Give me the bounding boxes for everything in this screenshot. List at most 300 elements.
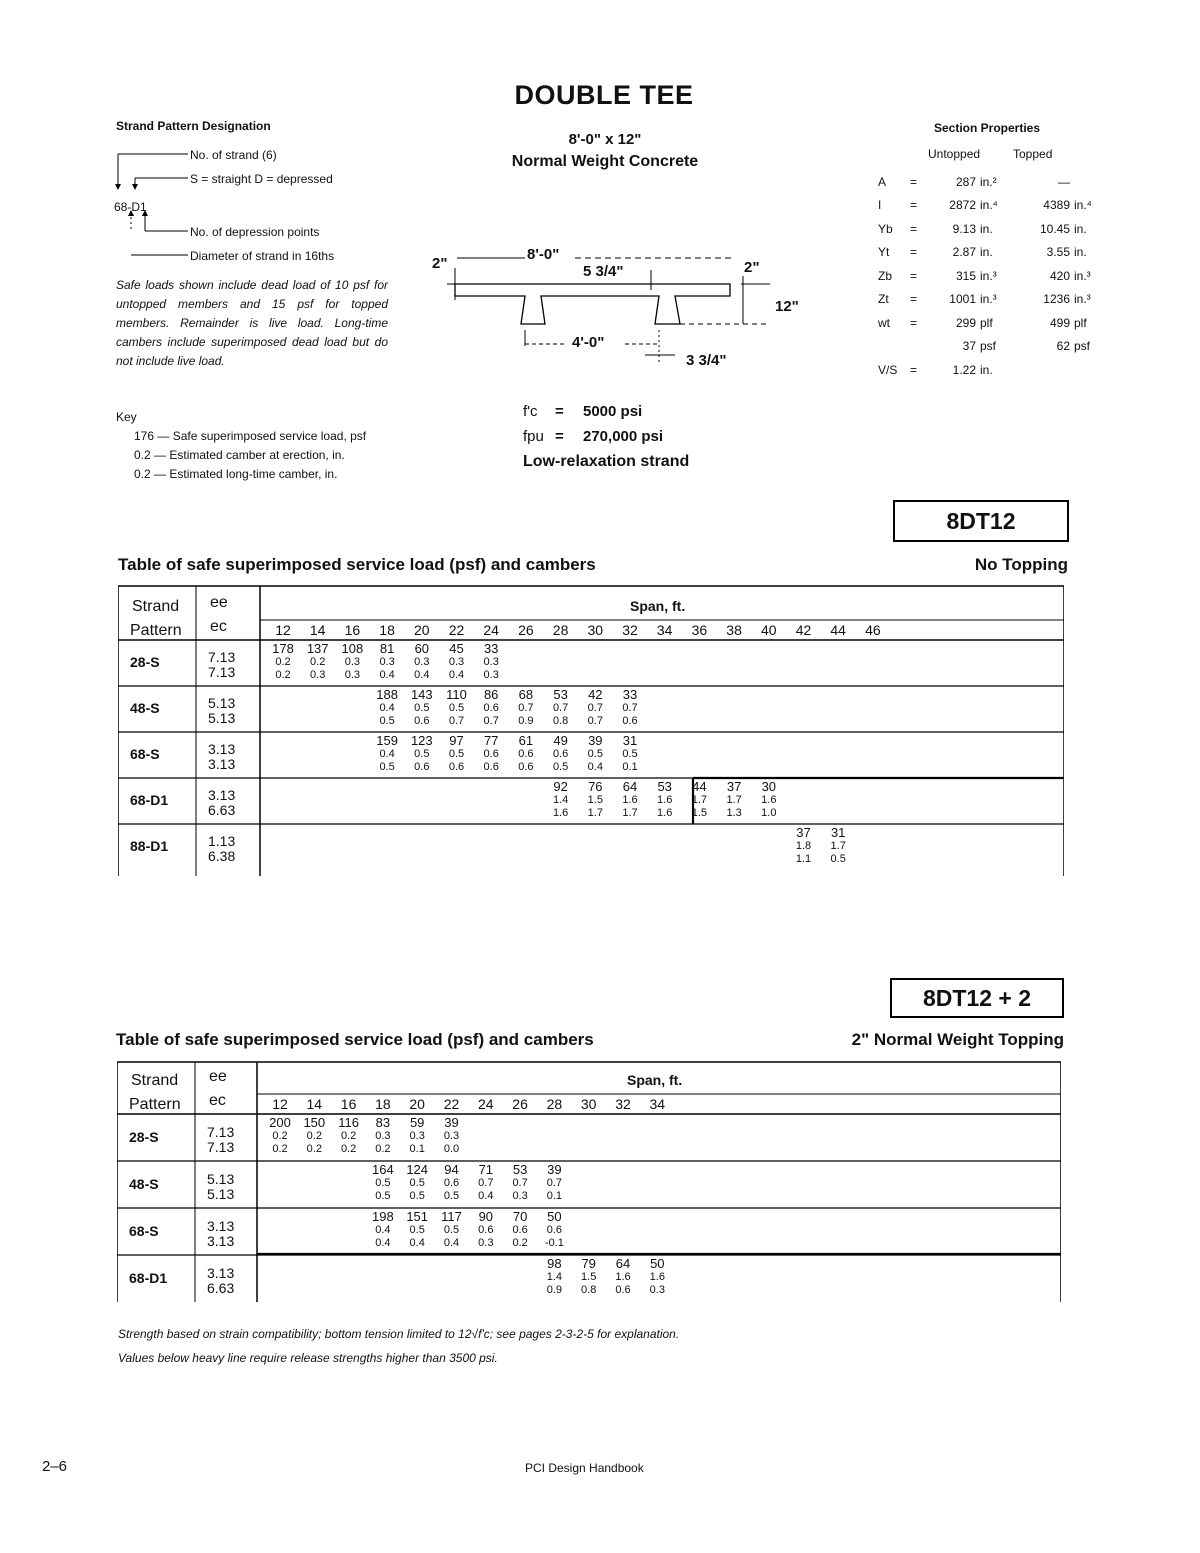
erection-camber: 0.7 (518, 702, 534, 714)
strand-pattern: 68-D1 (130, 792, 169, 808)
load-value: 90 (478, 1209, 494, 1224)
load-value: 50 (547, 1209, 562, 1224)
load-value: 33 (483, 641, 499, 656)
eccentricity-ee: 7.13 (208, 649, 236, 665)
longtime-camber: 0.4 (478, 1190, 494, 1202)
load-value: 50 (650, 1256, 665, 1271)
erection-camber: 0.6 (546, 1224, 563, 1236)
erection-camber: 0.5 (409, 1177, 425, 1189)
longtime-camber: 0.4 (375, 1237, 391, 1249)
property-sym: A (878, 174, 887, 189)
longtime-camber: 0.6 (483, 761, 499, 773)
section-size: 8'-0" x 12" (568, 131, 642, 148)
load-value: 39 (444, 1115, 459, 1130)
eccentricity-ec: 6.63 (207, 1279, 235, 1296)
property-eq: = (910, 245, 918, 260)
span-header-cell: 46 (865, 622, 881, 638)
load-value: 198 (372, 1209, 394, 1224)
longtime-camber: 0.5 (379, 761, 395, 773)
erection-camber: 0.6 (518, 748, 534, 760)
property-row (876, 311, 1108, 335)
longtime-camber: 0.1 (546, 1190, 563, 1202)
property-row (876, 241, 1108, 265)
longtime-camber: 0.3 (649, 1284, 665, 1296)
erection-camber: 0.5 (448, 748, 465, 760)
longtime-camber: 0.3 (478, 1237, 494, 1249)
fc-eq: = (555, 403, 564, 420)
header-ec: ec (210, 618, 227, 635)
span-header-cell: 16 (340, 1096, 357, 1112)
longtime-camber: 0.8 (552, 715, 569, 727)
property-sym: I (878, 198, 882, 213)
fpu-symbol: fpu (523, 428, 544, 445)
span-header-cell: 18 (375, 1096, 391, 1112)
erection-camber: 0.2 (306, 1130, 322, 1142)
property-row (876, 335, 1108, 359)
header-span: Span, ft. (627, 1072, 683, 1088)
span-header-cell: 20 (409, 1096, 425, 1112)
erection-camber: 0.3 (448, 656, 465, 668)
erection-camber: 1.7 (830, 840, 846, 852)
material-properties (522, 399, 690, 474)
key-item-longtime-camber: 0.2 — Estimated long-time camber, in. (134, 467, 338, 481)
header-ec: ec (209, 1092, 226, 1109)
longtime-camber: 0.1 (409, 1143, 425, 1155)
property-t: 1236 (1043, 292, 1070, 307)
load-value: 71 (478, 1162, 494, 1177)
longtime-camber: 1.0 (761, 807, 777, 819)
span-header-cell: 16 (344, 622, 361, 638)
property-uu: in. (980, 362, 993, 377)
erection-camber: 0.5 (448, 702, 465, 714)
longtime-camber: 0.2 (306, 1143, 322, 1155)
span-header-cell: 26 (518, 622, 534, 638)
fc-symbol: f'c (523, 403, 538, 420)
table1-title: Table of safe superimposed service load (psf) and cambers (118, 555, 596, 574)
longtime-camber: 0.6 (414, 715, 430, 727)
erection-camber: 0.5 (622, 748, 638, 760)
dim-stem-spacing: 4'-0" (572, 334, 605, 351)
longtime-camber: 0.5 (443, 1190, 460, 1202)
span-header-cell: 18 (379, 622, 395, 638)
load-value: 94 (444, 1162, 459, 1177)
property-sym: Zb (878, 268, 893, 283)
eccentricity-ec: 6.63 (208, 802, 236, 818)
erection-camber: 0.3 (375, 1130, 391, 1142)
erection-camber: 0.5 (409, 1224, 425, 1236)
header-pattern: Pattern (129, 1096, 181, 1113)
erection-camber: 0.3 (483, 656, 499, 668)
erection-camber: 0.7 (587, 702, 603, 714)
section-properties-heading: Section Properties (934, 121, 1041, 135)
property-uu: in.² (980, 174, 997, 189)
longtime-camber: 0.5 (552, 761, 569, 773)
longtime-camber: 0.2 (272, 1143, 288, 1155)
strand-pattern: 28-S (129, 1128, 159, 1145)
longtime-camber: 0.4 (379, 669, 395, 681)
strand-designation-heading: Strand Pattern Designation (116, 119, 271, 133)
erection-camber: 0.3 (414, 656, 430, 668)
eccentricity-ec: 6.38 (208, 848, 236, 864)
erection-camber: 1.7 (726, 794, 742, 806)
key-item-load: 176 — Safe superimposed service load, psf (134, 429, 367, 443)
erection-camber: 1.6 (615, 1271, 631, 1283)
erection-camber: 0.2 (310, 656, 326, 668)
property-tu: in.⁴ (1074, 198, 1092, 213)
erection-camber: 1.7 (691, 794, 708, 806)
property-t: 62 (1056, 339, 1070, 354)
longtime-camber: 0.5 (375, 1190, 391, 1202)
eccentricity-ee: 3.13 (208, 787, 236, 803)
longtime-camber: 0.4 (409, 1237, 425, 1249)
property-tu: in.³ (1074, 292, 1091, 307)
erection-camber: 0.6 (443, 1177, 460, 1189)
load-value: 45 (449, 641, 464, 656)
table2-title: Table of safe superimposed service load (psf) and cambers (116, 1030, 594, 1049)
header-pattern: Pattern (130, 622, 182, 639)
header-ee: ee (210, 594, 228, 611)
col-topped: Topped (1013, 147, 1053, 161)
property-tu: in.³ (1074, 268, 1091, 283)
longtime-camber: 1.3 (726, 807, 742, 819)
load-value: 124 (406, 1162, 429, 1177)
fc-value: 5000 psi (583, 403, 643, 420)
col-untopped: Untopped (928, 147, 981, 161)
depression-points-label: No. of depression points (190, 225, 320, 239)
span-header-cell: 30 (580, 1096, 597, 1112)
longtime-camber: -0.1 (544, 1237, 564, 1249)
strand-pattern: 48-S (129, 1175, 159, 1192)
load-value: 150 (303, 1115, 326, 1130)
property-u: 299 (955, 315, 976, 330)
load-value: 59 (409, 1115, 425, 1130)
property-u: 2.87 (952, 245, 976, 260)
table2-id-label: 8DT12 + 2 (890, 978, 1064, 1018)
load-value: 178 (272, 641, 294, 656)
span-header-cell: 34 (656, 622, 673, 638)
erection-camber: 1.5 (581, 1271, 597, 1283)
longtime-camber: 0.5 (830, 853, 846, 865)
header-ee: ee (209, 1068, 227, 1085)
eccentricity-ec: 3.13 (207, 1232, 235, 1249)
eccentricity-ec: 7.13 (207, 1138, 235, 1155)
span-header-cell: 22 (448, 622, 465, 638)
property-u: 287 (955, 174, 976, 189)
property-t: — (1058, 174, 1070, 189)
strand-diameter-label: Diameter of strand in 16ths (190, 249, 335, 263)
strand-pattern: 68-D1 (129, 1269, 168, 1286)
table2-load-table (117, 1054, 1061, 1302)
longtime-camber: 0.0 (443, 1143, 460, 1155)
erection-camber: 0.4 (379, 748, 395, 760)
load-value: 70 (512, 1209, 528, 1224)
load-value: 31 (830, 825, 846, 840)
header-span: Span, ft. (630, 598, 686, 614)
property-tu: in. (1074, 245, 1087, 260)
load-value: 44 (692, 779, 707, 794)
property-u: 1.22 (952, 362, 976, 377)
dim-overall-width: 8'-0" (527, 246, 560, 263)
longtime-camber: 0.2 (275, 669, 291, 681)
span-header-cell: 28 (546, 1096, 563, 1112)
longtime-camber: 0.5 (379, 715, 395, 727)
key-heading: Key (116, 410, 137, 424)
load-value: 97 (449, 733, 464, 748)
erection-camber: 0.7 (552, 702, 569, 714)
property-eq: = (910, 315, 918, 330)
erection-camber: 0.6 (512, 1224, 528, 1236)
property-tu (1072, 170, 1108, 194)
longtime-camber: 0.6 (622, 715, 638, 727)
eccentricity-ee: 5.13 (208, 695, 236, 711)
longtime-camber: 0.1 (622, 761, 638, 773)
property-eq: = (910, 221, 918, 236)
footnote-strength: Strength based on strain compatibility; bottom tension limited to 12√f'c; see pages 2-3-2-5 for explanation. (118, 1327, 680, 1341)
property-u: 37 (962, 339, 976, 354)
longtime-camber: 0.6 (518, 761, 534, 773)
property-eq: = (910, 198, 918, 213)
longtime-camber: 1.1 (795, 853, 812, 865)
longtime-camber: 0.5 (409, 1190, 425, 1202)
property-t: 499 (1049, 315, 1070, 330)
load-value: 159 (376, 733, 398, 748)
longtime-camber: 1.6 (552, 807, 569, 819)
load-value: 61 (518, 733, 534, 748)
strand-type-label: S = straight D = depressed (190, 172, 333, 186)
property-uu: in.⁴ (980, 198, 998, 213)
erection-camber: 0.2 (340, 1130, 357, 1142)
header-strand: Strand (132, 598, 180, 615)
longtime-camber: 0.3 (512, 1190, 528, 1202)
erection-camber: 0.6 (483, 702, 499, 714)
property-sym: Yb (878, 221, 893, 236)
span-header-cell: 42 (795, 622, 812, 638)
property-sym: Zt (878, 292, 889, 307)
erection-camber: 0.3 (443, 1130, 460, 1142)
erection-camber: 1.4 (552, 794, 569, 806)
erection-camber: 0.6 (552, 748, 569, 760)
section-properties-table (876, 170, 1108, 382)
fpu-eq: = (555, 428, 564, 445)
property-row (876, 170, 1108, 194)
dim-depth: 12" (775, 298, 799, 315)
property-sym: Yt (878, 245, 890, 260)
load-value: 79 (581, 1256, 596, 1271)
longtime-camber: 0.4 (414, 669, 430, 681)
load-value: 116 (338, 1115, 359, 1130)
erection-camber: 1.6 (649, 1271, 665, 1283)
erection-camber: 1.8 (795, 840, 812, 852)
load-value: 30 (761, 779, 777, 794)
load-value: 60 (414, 641, 430, 656)
span-header-cell: 22 (443, 1096, 460, 1112)
erection-camber: 1.5 (587, 794, 603, 806)
span-header-cell: 28 (552, 622, 569, 638)
load-value: 137 (306, 641, 329, 656)
load-value: 64 (615, 1256, 631, 1271)
erection-camber: 0.3 (344, 656, 361, 668)
erection-camber: 0.6 (478, 1224, 494, 1236)
eccentricity-ec: 3.13 (208, 756, 236, 772)
strand-count-label: No. of strand (6) (190, 148, 277, 162)
longtime-camber: 1.6 (657, 807, 673, 819)
dim-stem-width: 3 3/4" (686, 352, 727, 369)
span-header-cell: 40 (761, 622, 777, 638)
load-value: 64 (622, 779, 638, 794)
erection-camber: 0.4 (379, 702, 395, 714)
strand-pattern: 28-S (130, 654, 160, 670)
load-value: 143 (410, 687, 433, 702)
span-header-cell: 12 (275, 622, 291, 638)
header-strand: Strand (131, 1072, 179, 1089)
concrete-type: Normal Weight Concrete (511, 153, 699, 170)
property-row (876, 217, 1108, 241)
property-uu: psf (980, 339, 997, 354)
span-header-cell: 34 (649, 1096, 666, 1112)
table1-load-table (118, 578, 1064, 876)
load-value: 200 (269, 1115, 291, 1130)
load-value: 31 (622, 733, 638, 748)
strand-pattern: 68-S (129, 1222, 159, 1239)
page-title: DOUBLE TEE (514, 80, 694, 110)
load-value: 33 (622, 687, 638, 702)
strand-type: Low-relaxation strand (523, 452, 690, 470)
load-value: 53 (512, 1162, 528, 1177)
longtime-camber: 0.6 (448, 761, 465, 773)
erection-camber: 0.5 (414, 748, 430, 760)
span-header-cell: 30 (587, 622, 604, 638)
strand-pattern: 88-D1 (130, 838, 169, 854)
span-header-cell: 26 (512, 1096, 528, 1112)
load-value: 123 (410, 733, 433, 748)
property-uu: in. (980, 221, 993, 236)
span-header-cell: 24 (478, 1096, 494, 1112)
property-eq: = (910, 268, 918, 283)
span-header-cell: 38 (726, 622, 742, 638)
load-value: 53 (657, 779, 672, 794)
eccentricity-ee: 3.13 (207, 1264, 235, 1281)
erection-camber: 0.7 (478, 1177, 494, 1189)
load-value: 42 (588, 687, 603, 702)
span-header-cell: 24 (483, 622, 499, 638)
eccentricity-ec: 5.13 (208, 710, 236, 726)
longtime-camber: 0.6 (414, 761, 430, 773)
longtime-camber: 0.6 (615, 1284, 631, 1296)
load-value: 83 (375, 1115, 391, 1130)
property-eq: = (910, 292, 918, 307)
span-header-cell: 36 (691, 622, 708, 638)
eccentricity-ee: 3.13 (208, 741, 236, 757)
property-sym: wt (878, 315, 890, 330)
eccentricity-ee: 3.13 (207, 1217, 235, 1234)
load-value: 37 (796, 825, 811, 840)
property-tu (1072, 358, 1108, 382)
property-sym: V/S (878, 362, 898, 377)
longtime-camber: 0.4 (443, 1237, 460, 1249)
erection-camber: 0.5 (414, 702, 430, 714)
longtime-camber: 1.5 (691, 807, 708, 819)
load-value: 86 (483, 687, 499, 702)
load-value: 188 (376, 687, 398, 702)
erection-camber: 0.7 (546, 1177, 563, 1189)
property-uu: plf (980, 315, 993, 330)
property-u: 315 (955, 268, 976, 283)
load-value: 164 (372, 1162, 394, 1177)
table2-topping: 2" Normal Weight Topping (851, 1030, 1064, 1049)
eccentricity-ec: 5.13 (207, 1185, 235, 1202)
property-eq: = (910, 174, 918, 189)
longtime-camber: 0.3 (483, 669, 499, 681)
property-eq (908, 335, 934, 359)
load-value: 81 (379, 641, 395, 656)
load-value: 77 (483, 733, 499, 748)
longtime-camber: 0.8 (581, 1284, 597, 1296)
property-row (876, 358, 1108, 382)
longtime-camber: 0.2 (340, 1143, 357, 1155)
longtime-camber: 0.7 (483, 715, 499, 727)
dim-flange-inner: 5 3/4" (583, 263, 624, 280)
load-value: 37 (726, 779, 742, 794)
erection-camber: 0.5 (375, 1177, 391, 1189)
longtime-camber: 0.2 (512, 1237, 528, 1249)
property-row (876, 264, 1108, 288)
longtime-camber: 1.7 (587, 807, 603, 819)
load-value: 108 (341, 641, 364, 656)
load-value: 98 (547, 1256, 562, 1271)
erection-camber: 0.6 (483, 748, 499, 760)
property-t: 10.45 (1039, 221, 1070, 236)
load-value: 68 (518, 687, 534, 702)
eccentricity-ee: 7.13 (207, 1123, 235, 1140)
span-header-cell: 32 (622, 622, 638, 638)
table1-topping: No Topping (974, 555, 1068, 574)
longtime-camber: 0.9 (518, 715, 534, 727)
footnote-heavy-line: Values below heavy line require release strengths higher than 3500 psi. (118, 1351, 498, 1365)
longtime-camber: 0.4 (587, 761, 603, 773)
table1-id-label: 8DT12 (893, 500, 1069, 542)
property-sym (876, 335, 908, 359)
erection-camber: 1.6 (761, 794, 777, 806)
longtime-camber: 0.2 (375, 1143, 391, 1155)
property-row (876, 288, 1108, 312)
property-t (1018, 358, 1072, 382)
longtime-camber: 0.4 (448, 669, 465, 681)
span-header-cell: 32 (615, 1096, 631, 1112)
property-uu: in. (980, 245, 993, 260)
erection-camber: 0.3 (409, 1130, 425, 1142)
property-t: 3.55 (1046, 245, 1070, 260)
property-uu: in.³ (980, 268, 997, 283)
strand-example: 68-D1 (114, 200, 147, 214)
erection-camber: 0.2 (275, 656, 291, 668)
load-value: 39 (547, 1162, 562, 1177)
load-value: 39 (588, 733, 603, 748)
load-value: 110 (446, 687, 467, 702)
longtime-camber: 0.3 (344, 669, 361, 681)
page-number: 2–6 (42, 1458, 68, 1475)
key-item-erection-camber: 0.2 — Estimated camber at erection, in. (134, 448, 345, 462)
property-t: 420 (1049, 268, 1070, 283)
erection-camber: 0.7 (512, 1177, 528, 1189)
strand-pattern: 68-S (130, 746, 160, 762)
property-u: 9.13 (952, 221, 976, 236)
eccentricity-ee: 1.13 (208, 833, 236, 849)
load-value: 151 (406, 1209, 429, 1224)
property-u: 2872 (949, 198, 976, 213)
span-header-cell: 12 (272, 1096, 288, 1112)
strand-pattern: 48-S (130, 700, 160, 716)
load-value: 49 (553, 733, 568, 748)
